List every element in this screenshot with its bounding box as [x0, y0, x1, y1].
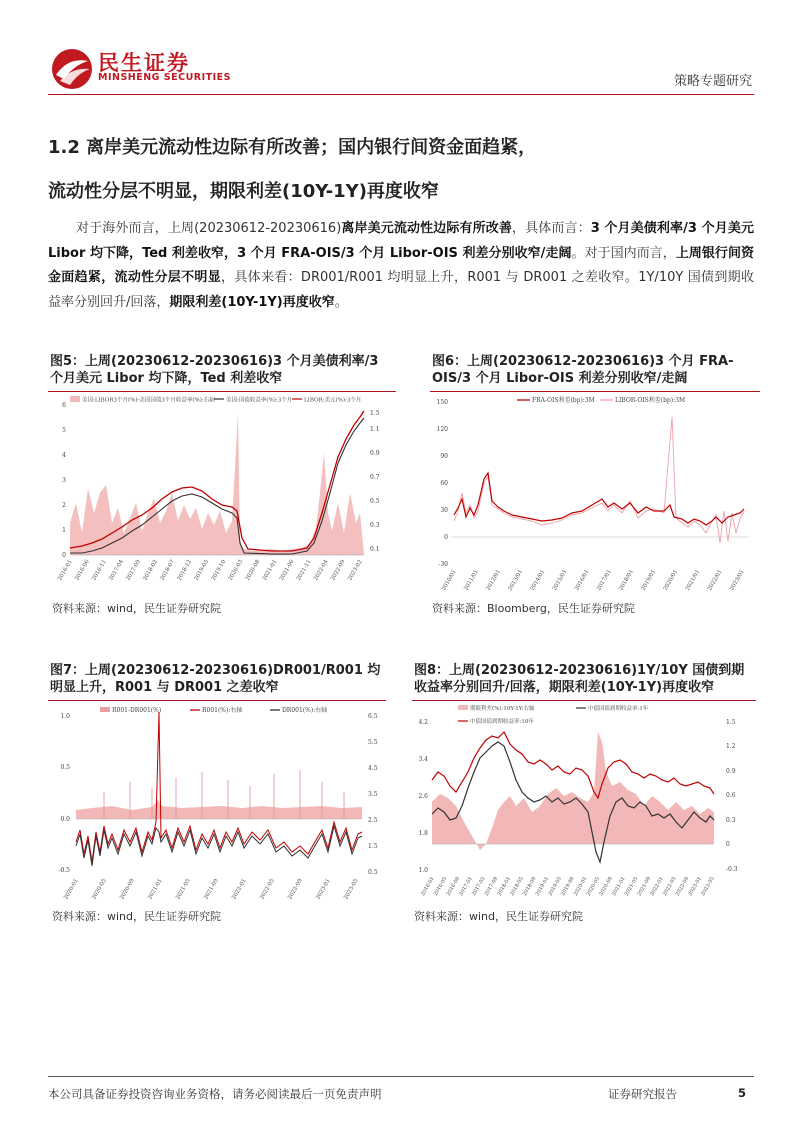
fig5-right-tick: 0.7 [370, 474, 380, 481]
fig6-libor-line [454, 417, 744, 543]
x-axis-tick-label: 2021-11 [295, 559, 313, 582]
x-axis-tick-label: 2016-01 [420, 876, 436, 897]
fig8-legend-swatch-spread [458, 705, 468, 710]
fig6-x-ticks [441, 569, 746, 592]
x-axis-tick-label: 2021/01 [684, 569, 702, 592]
fig6-y-tick: -30 [438, 561, 448, 568]
x-axis-tick-label: 2023-01 [687, 876, 704, 897]
fig7-right-axis [368, 713, 378, 876]
x-axis-tick-label: 2011/01 [463, 569, 480, 592]
x-axis-tick-label: 2022-09 [674, 876, 691, 897]
fig7-spread-area [76, 800, 362, 819]
para-emphasis: 期限利差(10Y-1Y)再度收窄 [169, 294, 335, 310]
fig8-right-tick: 1.5 [726, 719, 736, 726]
fig7-right-tick: 1.5 [368, 843, 378, 850]
section-heading [48, 130, 754, 210]
fig7-left-tick: 1.0 [60, 713, 70, 720]
fig5-left-tick: 6 [62, 402, 66, 409]
x-axis-tick-label: 2015/01 [551, 569, 569, 592]
x-axis-tick-label: 2021-01 [147, 878, 164, 901]
x-axis-tick-label: 2020-01 [572, 876, 589, 897]
fig8-legend-1y: 中债国债到期收益率:1年 [588, 706, 649, 712]
x-axis-tick-label: 2021-01 [261, 559, 279, 582]
x-axis-tick-label: 2016/01 [574, 569, 591, 592]
fig6-legend-libor: LIBOR-OIS利差(bp):3M [615, 397, 686, 404]
section-heading-line1: 1.2 离岸美元流动性边际有所改善；国内银行间资金面趋紧， [48, 137, 537, 158]
body-paragraph [48, 217, 754, 315]
figure-6-title-underline [430, 391, 760, 392]
fig5-legend-libor: LIBOR:美元(%):3个月 [304, 397, 362, 404]
x-axis-tick-label: 2020-09 [119, 878, 136, 901]
fig8-right-tick: -0.3 [726, 866, 738, 873]
x-axis-tick-label: 2020-01 [63, 878, 80, 901]
x-axis-tick-label: 2023-01 [315, 878, 332, 901]
fig5-right-tick: 1.5 [370, 410, 380, 417]
fig6-y-tick: 0 [444, 534, 448, 541]
x-axis-tick-label: 2020-05 [91, 878, 108, 901]
fig5-left-axis [62, 402, 66, 559]
minsheng-logo [50, 47, 94, 91]
fig5-legend-tbill: 美国:国债收益率(%):3个月 [226, 397, 293, 404]
fig6-y-tick: 150 [436, 399, 448, 406]
footer-report-label: 证券研究报告 [608, 1087, 677, 1101]
fig5-right-tick: 0.3 [370, 522, 380, 529]
figure-7-chart [52, 702, 386, 902]
fig7-legend-r001: R001(%):右轴 [202, 707, 243, 714]
x-axis-tick-label: 2019-05 [547, 876, 564, 897]
x-axis-tick-label: 2019/01 [640, 569, 658, 592]
fig7-right-tick: 5.5 [368, 739, 378, 746]
fig8-left-tick: 3.4 [418, 756, 428, 763]
fig7-legend-dr001: DR001(%):右轴 [282, 707, 328, 714]
fig5-right-tick: 0.9 [370, 450, 380, 457]
brand-name-cn: 民生证券 [98, 51, 190, 75]
section-heading-line2: 流动性分层不明显，期限利差(10Y-1Y)再度收窄 [48, 181, 439, 202]
x-axis-tick-label: 2020-09 [598, 876, 614, 897]
fig7-right-tick: 0.5 [368, 869, 378, 876]
x-axis-tick-label: 2020-08 [244, 559, 262, 582]
x-axis-tick-label: 2018-01 [496, 876, 513, 897]
fig5-legend [70, 396, 361, 404]
fig8-right-tick: 0.9 [726, 768, 736, 775]
para-text: 。 [334, 294, 348, 310]
fig6-fra-line [454, 473, 744, 525]
x-axis-tick-label: 2022-01 [231, 878, 248, 901]
x-axis-tick-label: 2019-09 [560, 876, 576, 897]
x-axis-tick-label: 2018/01 [618, 569, 635, 592]
x-axis-tick-label: 2023-05 [343, 878, 360, 901]
fig6-y-axis [437, 399, 449, 568]
x-axis-tick-label: 2022/01 [706, 569, 724, 592]
fig5-left-tick: 3 [62, 477, 66, 484]
x-axis-tick-label: 2022-09 [330, 559, 347, 582]
fig5-left-tick: 2 [62, 502, 66, 509]
para-text: ，具体而言： [512, 221, 591, 236]
x-axis-tick-label: 2021-05 [175, 878, 192, 901]
x-axis-tick-label: 2010/01 [441, 569, 458, 592]
fig7-left-tick: 0.0 [60, 816, 70, 823]
x-axis-tick-label: 2022-09 [287, 878, 304, 901]
figure-6-chart [432, 393, 754, 595]
fig8-right-tick: 0 [726, 841, 730, 848]
x-axis-tick-label: 2016-09 [445, 876, 462, 897]
fig7-right-tick: 6.5 [368, 713, 378, 720]
fig6-y-tick: 60 [440, 480, 448, 487]
figure-8-chart [414, 702, 754, 904]
para-emphasis: 3 个月美债利率/3 个月美元 Libor 均下降，Ted 利差收窄，3 个月 FRA-OIS/3 个月 Libor-OIS 利差分别收窄/走阔 [48, 221, 754, 261]
figure-7-source: 资料来源：wind，民生证券研究院 [52, 910, 222, 923]
fig8-right-tick: 1.2 [726, 743, 736, 750]
x-axis-tick-label: 2017-09 [483, 876, 500, 897]
figure-5-chart [52, 393, 382, 595]
x-axis-tick-label: 2019-05 [193, 559, 211, 582]
x-axis-tick-label: 2022-05 [661, 876, 678, 897]
figure-6-title: 图6：上周(20230612-20230616)3 个月 FRA-OIS/3 个月 Libor-OIS 利差分别收窄/走阔 [432, 354, 734, 386]
fig7-right-tick: 3.5 [368, 791, 378, 798]
figure-5-title: 图5：上周(20230612-20230616)3 个月美债利率/3 个月美元 Libor 均下降，Ted 利差收窄 [50, 354, 379, 386]
x-axis-tick-label: 2020/01 [662, 569, 680, 592]
para-text: 。对于国内而言， [571, 245, 676, 261]
fig8-right-tick: 0.6 [726, 792, 736, 799]
fig6-legend-fra: FRA-OIS利差(bp):3M [532, 397, 595, 404]
fig8-legend-spread: 期限利差(%):10Y-1Y:右轴 [470, 706, 535, 712]
x-axis-tick-label: 2016-11 [91, 559, 108, 582]
x-axis-tick-label: 2022-01 [649, 876, 665, 897]
x-axis-tick-label: 2014/01 [529, 569, 547, 592]
x-axis-tick-label: 2018-02 [142, 559, 160, 582]
x-axis-tick-label: 2020-03 [227, 559, 245, 582]
fig5-left-tick: 1 [62, 527, 66, 534]
brand-name-en: MINSHENG SECURITIES [98, 72, 231, 83]
fig5-left-tick: 4 [62, 452, 66, 459]
x-axis-tick-label: 2021-09 [636, 876, 653, 897]
x-axis-tick-label: 2017-01 [458, 876, 474, 897]
fig7-left-tick: -0.5 [58, 867, 70, 874]
fig8-left-tick: 1.8 [418, 830, 428, 837]
fig8-left-tick: 2.6 [418, 793, 428, 800]
fig8-10y-line [432, 732, 714, 798]
x-axis-tick-label: 2021-06 [278, 559, 296, 582]
figure-8-title-underline [412, 700, 756, 701]
fig7-right-tick: 2.5 [368, 817, 378, 824]
fig6-y-tick: 120 [436, 426, 448, 433]
fig5-right-axis [370, 410, 380, 553]
para-text: 对于海外而言，上周(20230612-20230616) [76, 221, 342, 236]
figure-8-title: 图8：上周(20230612-20230616)1Y/10Y 国债到期收益率分别回升/回落，期限利差(10Y-1Y)再度收窄 [414, 663, 745, 695]
fig8-right-axis [726, 719, 738, 873]
figure-7-title: 图7：上周(20230612-20230616)DR001/R001 均明显上升，R001 与 DR001 之差收窄 [50, 663, 381, 695]
fig7-legend-spread: R001-DR001(%) [112, 707, 162, 714]
fig7-left-axis [58, 713, 70, 874]
fig6-y-tick: 90 [440, 453, 448, 460]
x-axis-tick-label: 2018-09 [521, 876, 538, 897]
x-axis-tick-label: 2017-05 [471, 876, 487, 897]
fig5-legend-ted: 美国:LIBOR3个月(%)-美国国债3个月收益率(%):右轴 [82, 397, 215, 404]
x-axis-tick-label: 2016-06 [74, 559, 91, 582]
x-axis-tick-label: 2023/01 [729, 569, 746, 592]
fig5-left-tick: 5 [62, 427, 66, 434]
page-number: 5 [738, 1086, 747, 1100]
para-text: ，具体来看：DR001/R001 均明显上升，R001 与 DR001 之差收窄。1Y/10Y 国债到期收益率分别回升/回落， [48, 270, 754, 310]
x-axis-tick-label: 2017-04 [108, 559, 125, 582]
x-axis-tick-label: 2018-12 [176, 559, 194, 582]
figure-5-source: 资料来源：wind，民生证券研究院 [52, 602, 222, 615]
figure-8-source: 资料来源：wind，民生证券研究院 [414, 910, 584, 923]
fig8-legend [458, 704, 649, 725]
figure-5-title-underline [48, 391, 396, 392]
fig5-right-tick: 1.1 [370, 426, 380, 433]
x-axis-tick-label: 2013/01 [507, 569, 525, 592]
fig7-left-tick: 0.5 [60, 764, 70, 771]
x-axis-tick-label: 2012/01 [485, 569, 503, 592]
report-type: 策略专题研究 [673, 74, 752, 89]
x-axis-tick-label: 2022-04 [312, 559, 330, 582]
fig7-legend [100, 706, 327, 714]
x-axis-tick-label: 2016-05 [432, 876, 449, 897]
fig5-x-ticks [57, 559, 364, 582]
fig6-y-tick: 30 [440, 507, 448, 514]
fig5-left-tick: 0 [62, 552, 66, 559]
fig7-right-tick: 4.5 [368, 765, 378, 772]
fig8-left-axis [418, 719, 428, 874]
x-axis-tick-label: 2021-01 [611, 876, 627, 897]
fig7-legend-swatch-spread [100, 707, 110, 712]
fig8-right-tick: 0.3 [726, 817, 736, 824]
fig7-x-ticks [63, 878, 360, 901]
x-axis-tick-label: 2018-07 [159, 559, 177, 582]
header-divider [48, 94, 754, 95]
fig8-left-tick: 1.0 [418, 867, 428, 874]
fig5-legend-swatch-ted [70, 396, 80, 402]
x-axis-tick-label: 2023-02 [347, 559, 364, 582]
fig8-x-ticks [420, 876, 716, 897]
fig5-right-tick: 0.5 [370, 498, 380, 505]
x-axis-tick-label: 2017/01 [596, 569, 613, 592]
fig8-left-tick: 4.2 [418, 719, 428, 726]
x-axis-tick-label: 2021-09 [203, 878, 220, 901]
x-axis-tick-label: 2021-05 [623, 876, 640, 897]
para-emphasis: 离岸美元流动性边际有所改善 [341, 221, 512, 236]
x-axis-tick-label: 2018-05 [509, 876, 525, 897]
x-axis-tick-label: 2023-05 [700, 876, 716, 897]
x-axis-tick-label: 2022-05 [259, 878, 276, 901]
para-emphasis: 上周银行间资金面趋紧，流动性分层不明显 [48, 245, 754, 285]
figure-6-source: 资料来源：Bloomberg，民生证券研究院 [432, 602, 635, 615]
fig5-right-tick: 0.1 [370, 546, 380, 553]
x-axis-tick-label: 2016-01 [57, 559, 74, 582]
x-axis-tick-label: 2019-10 [210, 559, 228, 582]
fig8-spread-area [432, 732, 714, 850]
figure-7-title-underline [48, 700, 386, 701]
fig5-ted-area [70, 413, 364, 555]
x-axis-tick-label: 2020-05 [585, 876, 602, 897]
x-axis-tick-label: 2019-01 [534, 876, 551, 897]
fig8-legend-10y: 中债国债到期收益率:10年 [470, 719, 534, 725]
footer-divider [48, 1076, 754, 1077]
fig6-legend [517, 396, 685, 404]
x-axis-tick-label: 2017-09 [125, 559, 142, 582]
footer-disclaimer: 本公司具备证券投资咨询业务资格，请务必阅读最后一页免责声明 [48, 1087, 382, 1101]
